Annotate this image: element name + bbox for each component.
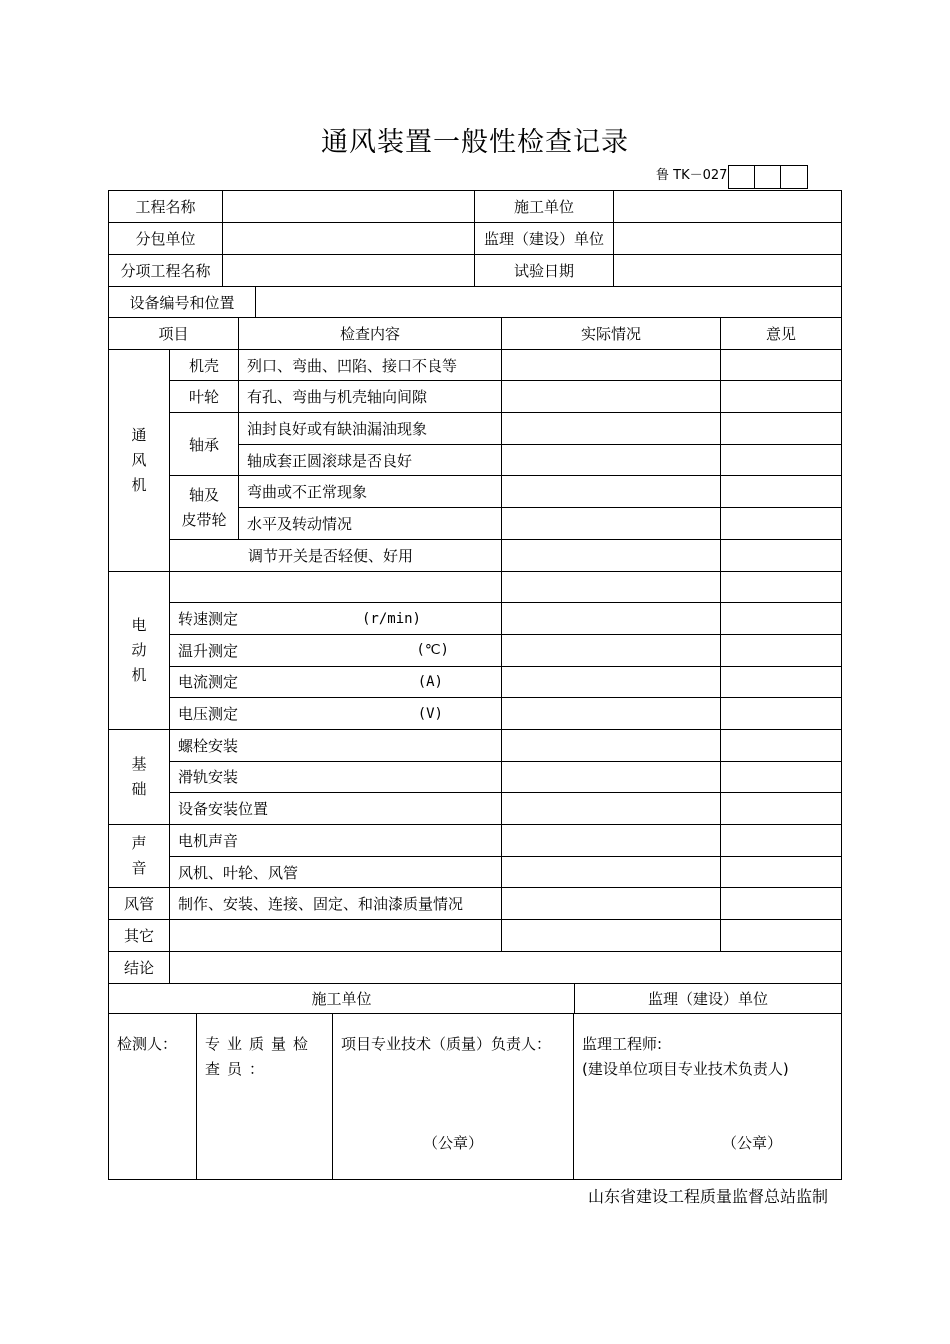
duct-check: 制作、安装、连接、固定、和油漆质量情况 (170, 888, 502, 920)
motor-voltage-row (170, 698, 502, 730)
actual-cell[interactable] (502, 540, 721, 572)
foundation-rails: 滑轨安装 (170, 762, 502, 794)
supervisor-field[interactable] (614, 223, 842, 255)
conclusion-label: 结论 (109, 952, 170, 984)
motor-speed-label: 转速测定 (178, 610, 239, 629)
opinion-cell[interactable] (721, 350, 842, 382)
test-date-field[interactable] (614, 255, 842, 287)
footer-issuer: 山东省建设工程质量监督总站监制 (588, 1187, 829, 1206)
opinion-cell[interactable] (721, 920, 842, 952)
actual-cell[interactable] (502, 381, 721, 413)
opinion-cell[interactable] (721, 825, 842, 857)
motor-voltage-label: 电压测定 (178, 705, 239, 724)
actual-cell[interactable] (502, 857, 721, 889)
fan-bearing-label: 轴承 (170, 413, 239, 476)
foundation-position: 设备安装位置 (170, 793, 502, 825)
fan-bearing-check-1: 油封良好或有缺油漏油现象 (239, 413, 502, 445)
other-content-cell[interactable] (170, 920, 502, 952)
sig-supervisor-header: 监理（建设）单位 (575, 984, 842, 1014)
motor-temp-row (170, 635, 502, 667)
col-header-item: 项目 (109, 318, 239, 350)
fan-casing-check: 列口、弯曲、凹陷、接口不良等 (239, 350, 502, 382)
group-motor: 电 动 机 (109, 572, 170, 730)
opinion-cell[interactable] (721, 381, 842, 413)
fan-shaft-check-2: 水平及转动情况 (239, 508, 502, 540)
actual-cell[interactable] (502, 476, 721, 508)
opinion-cell[interactable] (721, 603, 842, 635)
fan-shaft-label: 轴及 皮带轮 (170, 476, 239, 539)
opinion-cell[interactable] (721, 888, 842, 920)
col-header-opinion: 意见 (721, 318, 842, 350)
motor-current-label: 电流测定 (178, 673, 239, 692)
actual-cell[interactable] (502, 603, 721, 635)
test-date-label: 试验日期 (475, 255, 614, 287)
fan-impeller-label: 叶轮 (170, 381, 239, 413)
motor-blank-row[interactable] (170, 572, 502, 604)
equipment-label: 设备编号和位置 (109, 287, 256, 318)
group-fan: 通 风 机 (109, 350, 170, 572)
motor-temp-label: 温升测定 (178, 641, 239, 660)
group-duct: 风管 (109, 888, 170, 920)
page-title: 通风装置一般性检查记录 (321, 127, 629, 158)
actual-cell[interactable] (502, 667, 721, 699)
form-code: 鲁 TK－027 (656, 168, 728, 183)
sig-quality-cell[interactable] (197, 1014, 333, 1180)
motor-speed-unit: (r/min) (361, 610, 421, 627)
motor-voltage-unit: (V) (417, 705, 443, 722)
sound-motor: 电机声音 (170, 825, 502, 857)
contractor-field[interactable] (614, 191, 842, 223)
code-box[interactable] (780, 165, 808, 189)
inspection-form (108, 190, 842, 1180)
motor-current-unit: (A) (417, 673, 443, 690)
opinion-cell[interactable] (721, 413, 842, 445)
fan-switch-check: 调节开关是否轻便、好用 (170, 540, 502, 572)
subcontractor-field[interactable] (223, 223, 475, 255)
code-box[interactable] (754, 165, 780, 189)
subcontractor-label: 分包单位 (109, 223, 223, 255)
sub-project-label: 分项工程名称 (109, 255, 223, 287)
foundation-bolts: 螺栓安装 (170, 730, 502, 762)
sig-tech-lead-label: 项目专业技术（质量）负责人： (341, 1034, 552, 1053)
actual-cell[interactable] (502, 572, 721, 604)
motor-speed-row (170, 603, 502, 635)
motor-temp-unit: (℃) (416, 642, 449, 659)
contractor-label: 施工单位 (475, 191, 614, 223)
opinion-cell[interactable] (721, 857, 842, 889)
opinion-cell[interactable] (721, 698, 842, 730)
sig-engineer-note: (建设单位项目专业技术负责人) (582, 1059, 789, 1078)
sig-inspector-label: 检测人： (117, 1034, 178, 1053)
opinion-cell[interactable] (721, 793, 842, 825)
opinion-cell[interactable] (721, 508, 842, 540)
actual-cell[interactable] (502, 413, 721, 445)
conclusion-grid (108, 952, 842, 984)
supervisor-seal: （公章） (722, 1133, 783, 1152)
code-box[interactable] (728, 165, 754, 189)
actual-cell[interactable] (502, 350, 721, 382)
actual-cell[interactable] (502, 730, 721, 762)
actual-cell[interactable] (502, 698, 721, 730)
actual-cell[interactable] (502, 793, 721, 825)
opinion-cell[interactable] (721, 730, 842, 762)
contractor-seal: （公章） (422, 1133, 483, 1152)
project-name-field[interactable] (223, 191, 475, 223)
fan-bearing-check-2: 轴成套正圆滚球是否良好 (239, 445, 502, 477)
equipment-grid (108, 287, 842, 318)
equipment-field[interactable] (256, 287, 842, 318)
inspection-table (108, 318, 842, 952)
actual-cell[interactable] (502, 888, 721, 920)
actual-cell[interactable] (502, 508, 721, 540)
col-header-actual: 实际情况 (502, 318, 721, 350)
signature-grid (108, 1014, 842, 1180)
signature-header (108, 984, 842, 1014)
opinion-cell[interactable] (721, 635, 842, 667)
opinion-cell[interactable] (721, 445, 842, 477)
sig-engineer-cell[interactable] (574, 1014, 842, 1180)
fan-impeller-check: 有孔、弯曲与机壳轴向间隙 (239, 381, 502, 413)
actual-cell[interactable] (502, 762, 721, 794)
group-foundation: 基 础 (109, 730, 170, 825)
opinion-cell[interactable] (721, 762, 842, 794)
opinion-cell[interactable] (721, 540, 842, 572)
supervisor-label: 监理（建设）单位 (475, 223, 614, 255)
code-boxes (728, 165, 808, 189)
opinion-cell[interactable] (721, 667, 842, 699)
actual-cell[interactable] (502, 825, 721, 857)
group-other: 其它 (109, 920, 170, 952)
fan-casing-label: 机壳 (170, 350, 239, 382)
actual-cell[interactable] (502, 920, 721, 952)
group-sound: 声 音 (109, 825, 170, 888)
sig-quality-label: 专业质量检查员： (205, 1034, 316, 1078)
sig-tech-lead-cell[interactable] (333, 1014, 574, 1180)
actual-cell[interactable] (502, 635, 721, 667)
project-name-label: 工程名称 (109, 191, 223, 223)
header-grid (108, 190, 842, 287)
sound-fan: 风机、叶轮、风管 (170, 857, 502, 889)
actual-cell[interactable] (502, 445, 721, 477)
opinion-cell[interactable] (721, 476, 842, 508)
conclusion-field[interactable] (170, 952, 842, 984)
sub-project-field[interactable] (223, 255, 475, 287)
opinion-cell[interactable] (721, 572, 842, 604)
col-header-content: 检查内容 (239, 318, 502, 350)
sig-inspector-cell[interactable] (109, 1014, 197, 1180)
fan-shaft-check-1: 弯曲或不正常现象 (239, 476, 502, 508)
motor-current-row (170, 667, 502, 699)
sig-engineer-label: 监理工程师: (582, 1034, 663, 1053)
sig-contractor-header: 施工单位 (109, 984, 575, 1014)
